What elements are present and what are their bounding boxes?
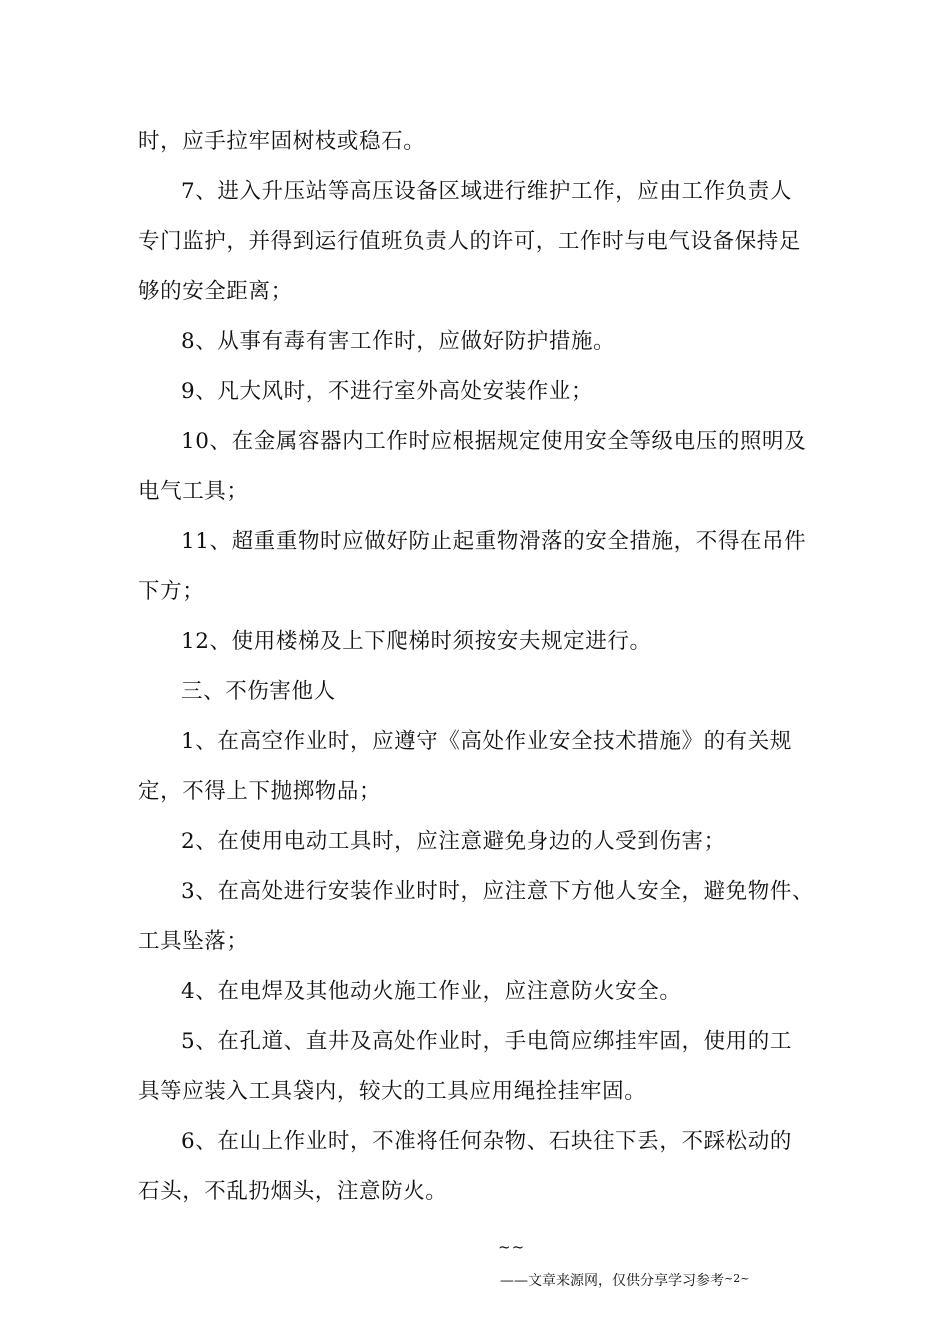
paragraph [138, 617, 828, 667]
text-line: 12、使用楼梯及上下爬梯时须按安夫规定进行。 [181, 629, 652, 654]
footer-source-text: ——文章来源网，仅供分享学习参考 [500, 1273, 724, 1289]
paragraph [138, 417, 828, 517]
text-line: 10、在金属容器内工作时应根据规定使用安全等级电压的照明及 [181, 429, 807, 454]
text-line: 6、在山上作业时，不准将任何杂物、石块往下丢，不踩松动的 [181, 1129, 792, 1154]
paragraph [138, 667, 828, 717]
text-line: 具等应装入工具袋内，较大的工具应用绳拴挂牢固。 [138, 1079, 647, 1104]
text-line: 8、从事有毒有害工作时，应做好防护措施。 [181, 329, 616, 354]
text-line: 5、在孔道、直井及高处作业时，手电筒应绑挂牢固，使用的工 [181, 1029, 792, 1054]
text-line: 下方； [138, 579, 205, 604]
paragraph [138, 367, 828, 417]
text-line: 工具坠落； [138, 929, 249, 954]
text-line: 专门监护，并得到运行值班负责人的许可，工作时与电气设备保持足 [138, 229, 802, 254]
paragraph [138, 117, 828, 167]
paragraph [138, 867, 828, 967]
paragraph [138, 1117, 828, 1217]
footer-source [500, 1270, 749, 1290]
text-line: 1、在高空作业时，应遵守《高处作业安全技术措施》的有关规 [181, 729, 792, 754]
text-line: 11、超重重物时应做好防止起重物滑落的安全措施，不得在吊件 [181, 529, 807, 554]
text-line: 7、进入升压站等高压设备区域进行维护工作，应由工作负责人 [181, 179, 792, 204]
paragraph [138, 967, 828, 1017]
footer-mark: ~~ [498, 1238, 526, 1256]
paragraph [138, 717, 828, 817]
text-line: 定，不得上下抛掷物品； [138, 779, 382, 804]
paragraph [138, 517, 828, 617]
document-body [138, 117, 828, 1217]
text-line: 石头，不乱扔烟头，注意防火。 [138, 1179, 448, 1204]
text-line: 2、在使用电动工具时，应注意避免身边的人受到伤害； [181, 829, 726, 854]
text-line: 4、在电焊及其他动火施工作业，应注意防火安全。 [181, 979, 682, 1004]
text-line: 电气工具； [138, 479, 249, 504]
text-line: 3、在高处进行安装作业时时，应注意下方他人安全，避免物件、 [181, 879, 815, 904]
page-number: ~2~ [724, 1272, 750, 1285]
text-line: 够的安全距离； [138, 279, 293, 304]
text-line: 三、不伤害他人 [181, 679, 336, 704]
text-line: 时，应手拉牢固树枝或稳石。 [138, 129, 426, 154]
paragraph [138, 1017, 828, 1117]
paragraph [138, 167, 828, 317]
paragraph [138, 317, 828, 367]
paragraph [138, 817, 828, 867]
text-line: 9、凡大风时，不进行室外高处安装作业； [181, 379, 594, 404]
